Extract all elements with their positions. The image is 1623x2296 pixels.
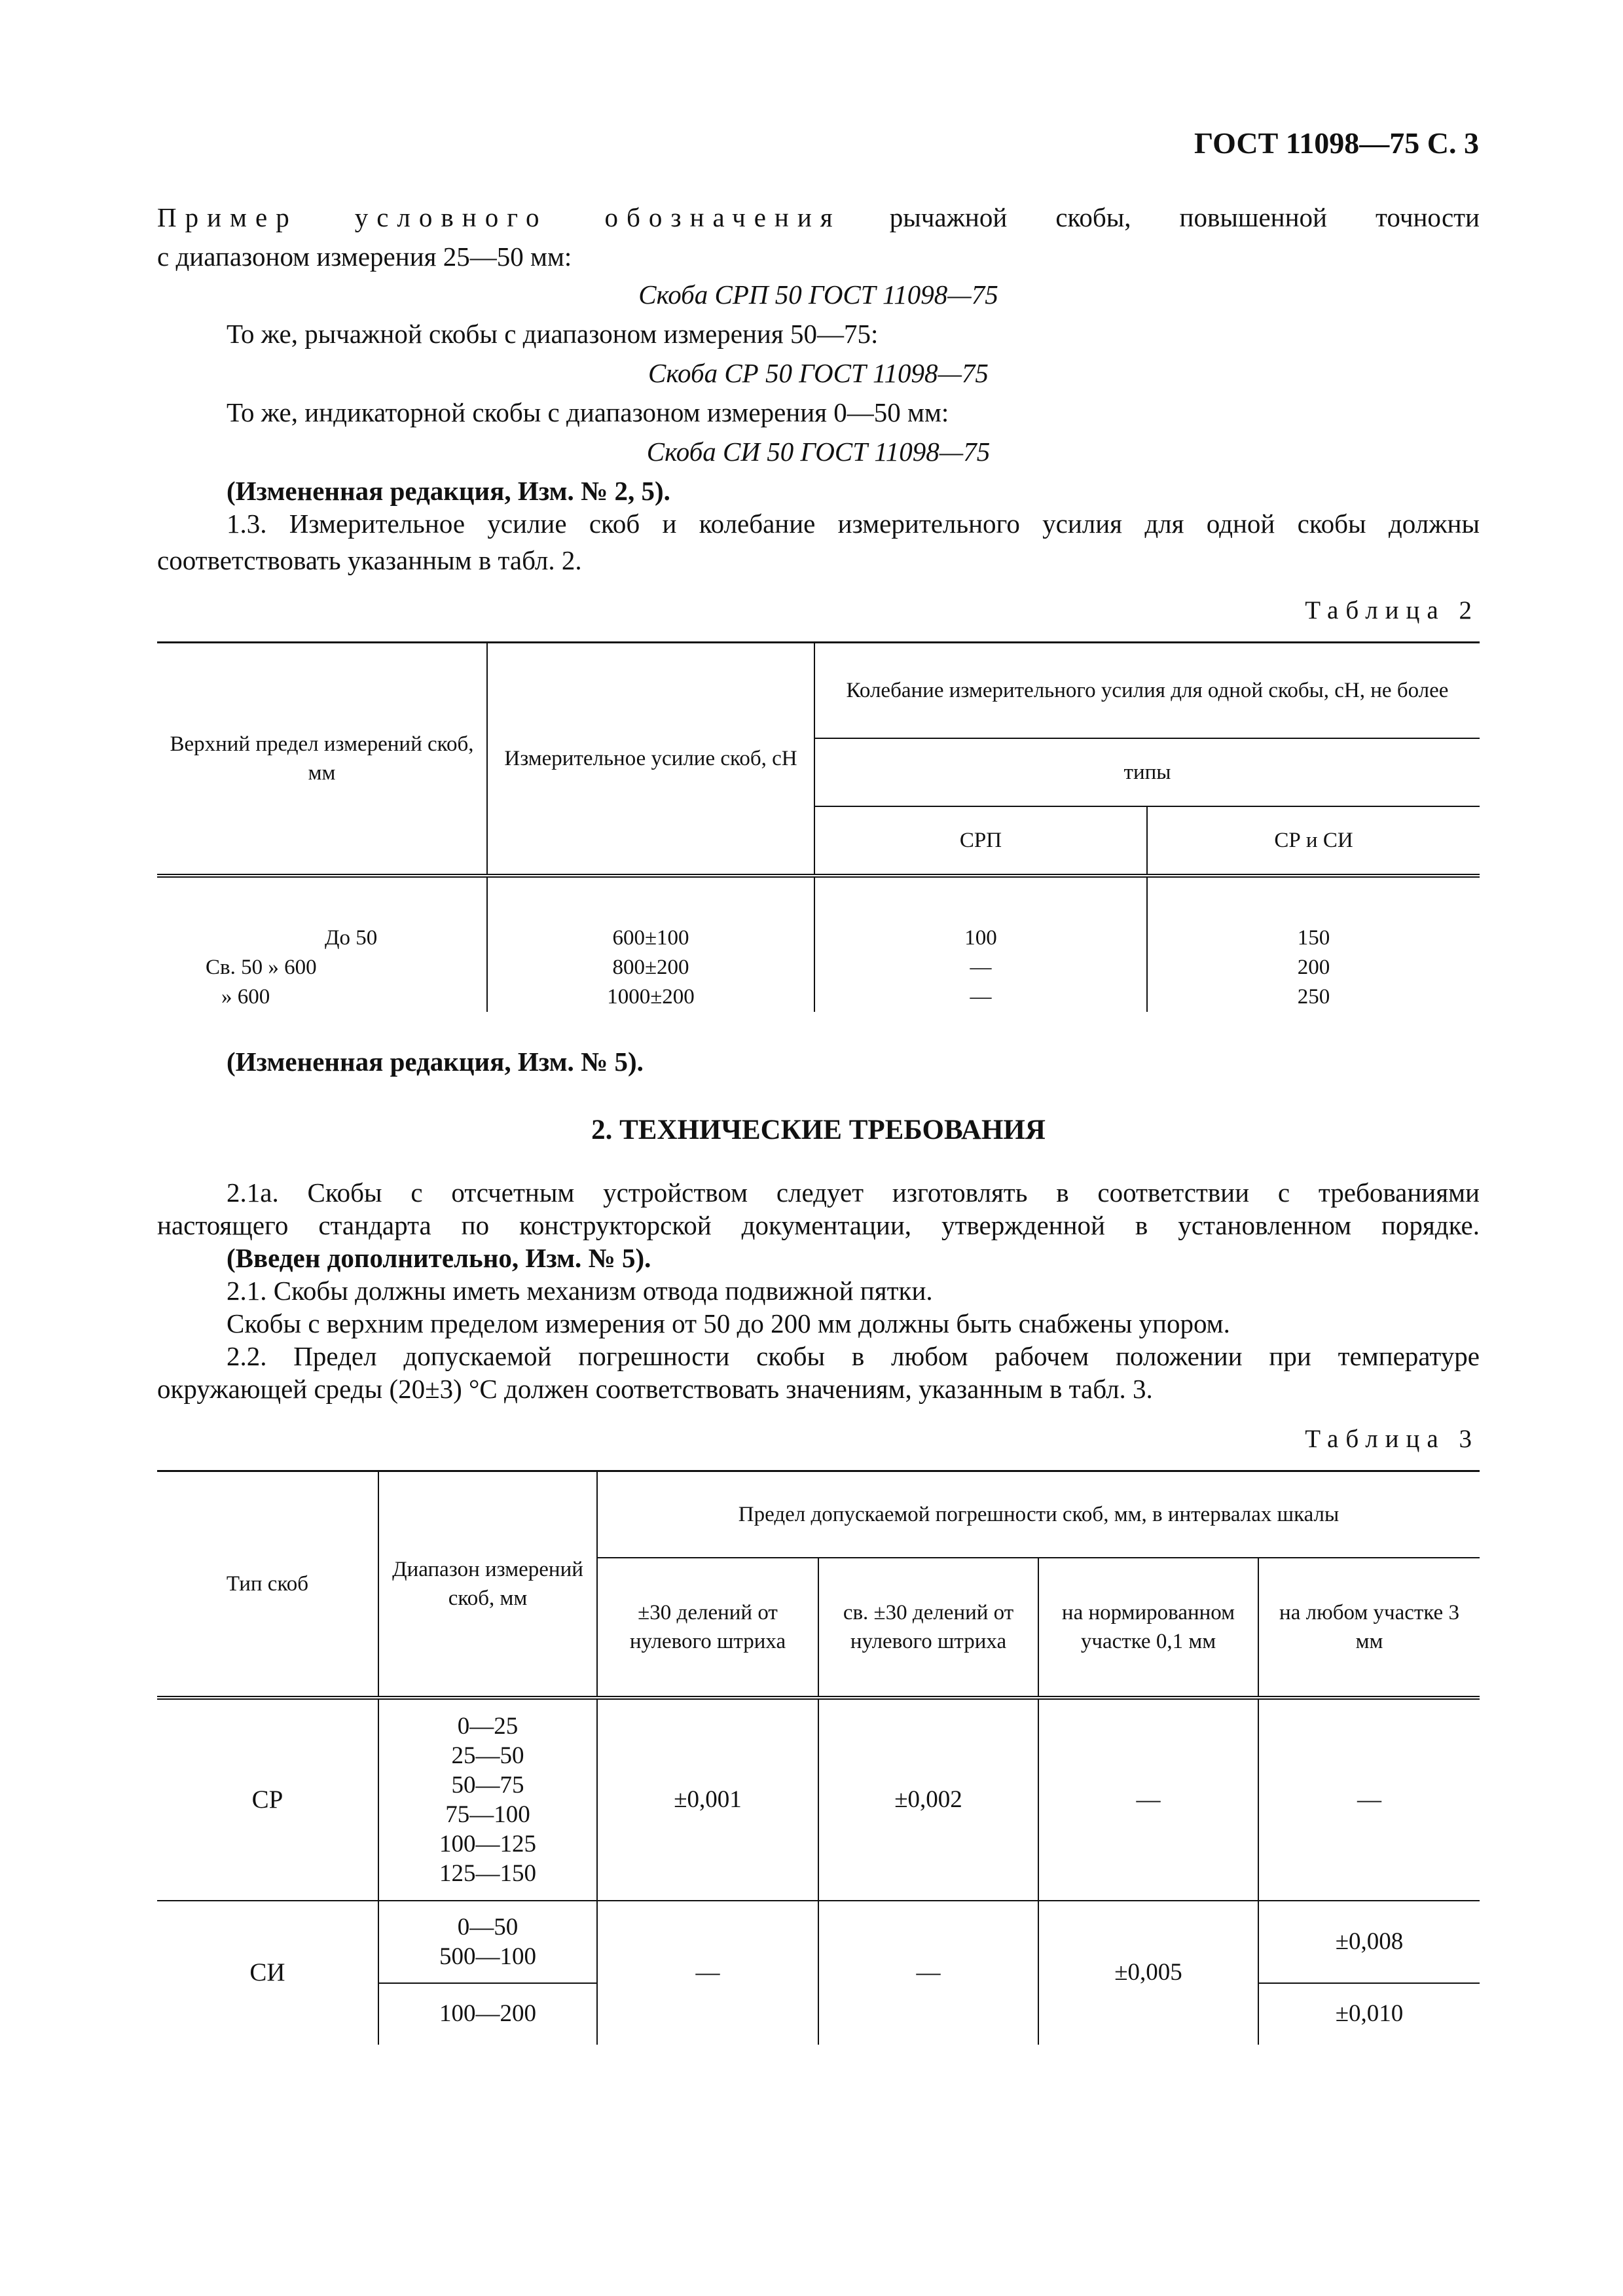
t2-srp-2: — xyxy=(970,984,992,1009)
t3-si-norm: ±0,005 xyxy=(1038,1901,1258,2045)
para-1-3-line-2: соответствовать указанным в табл. 2. xyxy=(157,545,582,575)
t3-sr-range-0: 0—25 xyxy=(457,1712,519,1740)
t2-header-fluctuation: Колебание измерительного усилия для одной скобы, сН, не более xyxy=(814,643,1480,738)
para-2-1a-line-2: настоящего стандарта по конструкторской документации, утвержденной в установленном порядке. xyxy=(157,1210,1480,1240)
t2-force-1: 800±200 xyxy=(612,955,689,979)
t3-header-limit: Предел допускаемой погрешности скоб, мм, в интервалах шкалы xyxy=(597,1471,1480,1558)
t3-sr-range-5: 125—150 xyxy=(439,1859,536,1887)
t2-limit-1 xyxy=(165,953,479,982)
t2-srp-0: 100 xyxy=(964,925,997,950)
t3-sr-pm30: ±0,001 xyxy=(597,1698,818,1901)
t3-si-type: СИ xyxy=(157,1901,378,2045)
t3-sr-over30: ±0,002 xyxy=(818,1698,1038,1901)
page-header: ГОСТ 11098—75 С. 3 xyxy=(1194,126,1479,160)
t3-si-pm30: — xyxy=(597,1901,818,2045)
t2-srsi-0: 150 xyxy=(1297,925,1330,950)
example-lead: Пример условного обозначения xyxy=(157,202,841,232)
amendment-note-2: (Измененная редакция, Изм. № 5). xyxy=(227,1047,644,1077)
t2-header-types: типы xyxy=(814,738,1480,806)
t3-sr-any3: — xyxy=(1258,1698,1480,1901)
t2-col-force xyxy=(487,876,814,1012)
t2-force-0: 600±100 xyxy=(612,925,689,950)
t3-sr-range-4: 100—125 xyxy=(439,1830,536,1857)
para-2-1-line-2: Скобы с верхним пределом измерения от 50 до 200 мм должны быть снабжены упором. xyxy=(227,1308,1230,1338)
t3-header-over30: св. ±30 делений от нулевого штриха xyxy=(818,1558,1038,1698)
para-2-1a-line-1: 2.1а. Скобы с отсчетным устройством следует изготовлять в соответствии с требованиями xyxy=(227,1177,1480,1208)
t2-limit-1-text: Св. 50 » 600 xyxy=(206,955,317,979)
t2-header-upper-limit: Верхний предел измерений скоб, мм xyxy=(157,643,487,876)
t2-limit-2: » 600 xyxy=(221,984,270,1009)
example-line-1 xyxy=(157,198,1480,237)
t2-header-srp: СРП xyxy=(814,806,1147,876)
t3-si-over30: — xyxy=(818,1901,1038,2045)
t2-srp-1: — xyxy=(970,955,992,979)
t3-si-any3-a: ±0,008 xyxy=(1258,1901,1480,1983)
table-2 xyxy=(157,641,1480,1012)
designation-3: Скоба СИ 50 ГОСТ 11098—75 xyxy=(646,437,991,467)
example-line-2: с диапазоном измерения 25—50 мм: xyxy=(157,242,572,272)
t3-sr-type: СР xyxy=(157,1698,378,1901)
example-rest: рычажной скобы, повышенной точности xyxy=(841,202,1480,232)
t3-header-pm30: ±30 делений от нулевого штриха xyxy=(597,1558,818,1698)
t2-col-upper-limit xyxy=(157,876,487,1012)
t2-force-2: 1000±200 xyxy=(607,984,695,1009)
t2-col-sr-si xyxy=(1147,876,1480,1012)
t2-srsi-2: 250 xyxy=(1297,984,1330,1009)
t3-header-any3: на любом участке 3 мм xyxy=(1258,1558,1480,1698)
table-2-caption: Таблица 2 xyxy=(1305,596,1479,624)
t2-header-sr-si: СР и СИ xyxy=(1147,806,1480,876)
same-line-3: То же, индикаторной скобы с диапазоном измерения 0—50 мм: xyxy=(227,397,949,427)
para-1-3-line-1: 1.3. Измерительное усилие скоб и колебание измерительного усилия для одной скобы должны xyxy=(227,509,1480,539)
amendment-note-1: (Измененная редакция, Изм. № 2, 5). xyxy=(227,476,670,506)
t2-limit-0: До 50 xyxy=(325,925,378,950)
para-2-1-line-1: 2.1. Скобы должны иметь механизм отвода подвижной пятки. xyxy=(227,1276,933,1306)
table-3 xyxy=(157,1470,1480,2045)
t3-sr-range-2: 50—75 xyxy=(451,1771,524,1799)
same-line-2: То же, рычажной скобы с диапазоном измерения 50—75: xyxy=(227,319,879,349)
t2-header-force: Измерительное усилие скоб, сН xyxy=(487,643,814,876)
introduction-note: (Введен дополнительно, Изм. № 5). xyxy=(227,1243,651,1273)
para-2-2-line-1: 2.2. Предел допускаемой погрешности скобы в любом рабочем положении при температуре xyxy=(227,1341,1480,1371)
t3-si-range-b: 100—200 xyxy=(378,1983,597,2045)
t3-header-type: Тип скоб xyxy=(157,1471,378,1698)
t3-sr-ranges xyxy=(378,1698,597,1901)
table-3-caption: Таблица 3 xyxy=(1305,1425,1479,1453)
t2-srsi-1: 200 xyxy=(1297,955,1330,979)
t2-col-srp xyxy=(814,876,1147,1012)
t3-sr-norm: — xyxy=(1038,1698,1258,1901)
t3-si-ranges-a xyxy=(378,1901,597,1983)
t3-header-range: Диапазон измерений скоб, мм xyxy=(378,1471,597,1698)
section-2-title: 2. ТЕХНИЧЕСКИЕ ТРЕБОВАНИЯ xyxy=(591,1115,1046,1145)
t3-si-range-a-1: 500—100 xyxy=(439,1943,536,1970)
designation-1: Скоба СРП 50 ГОСТ 11098—75 xyxy=(638,279,998,310)
designation-2: Скоба СР 50 ГОСТ 11098—75 xyxy=(648,358,989,388)
t3-header-norm: на нормированном участке 0,1 мм xyxy=(1038,1558,1258,1698)
t3-si-any3-b: ±0,010 xyxy=(1335,2000,1404,2027)
t3-sr-range-3: 75—100 xyxy=(445,1801,530,1828)
t3-si-range-a-0: 0—50 xyxy=(457,1913,519,1941)
t3-sr-range-1: 25—50 xyxy=(451,1742,524,1769)
para-2-2-line-2: окружающей среды (20±3) °С должен соответствовать значениям, указанным в табл. 3. xyxy=(157,1374,1153,1404)
